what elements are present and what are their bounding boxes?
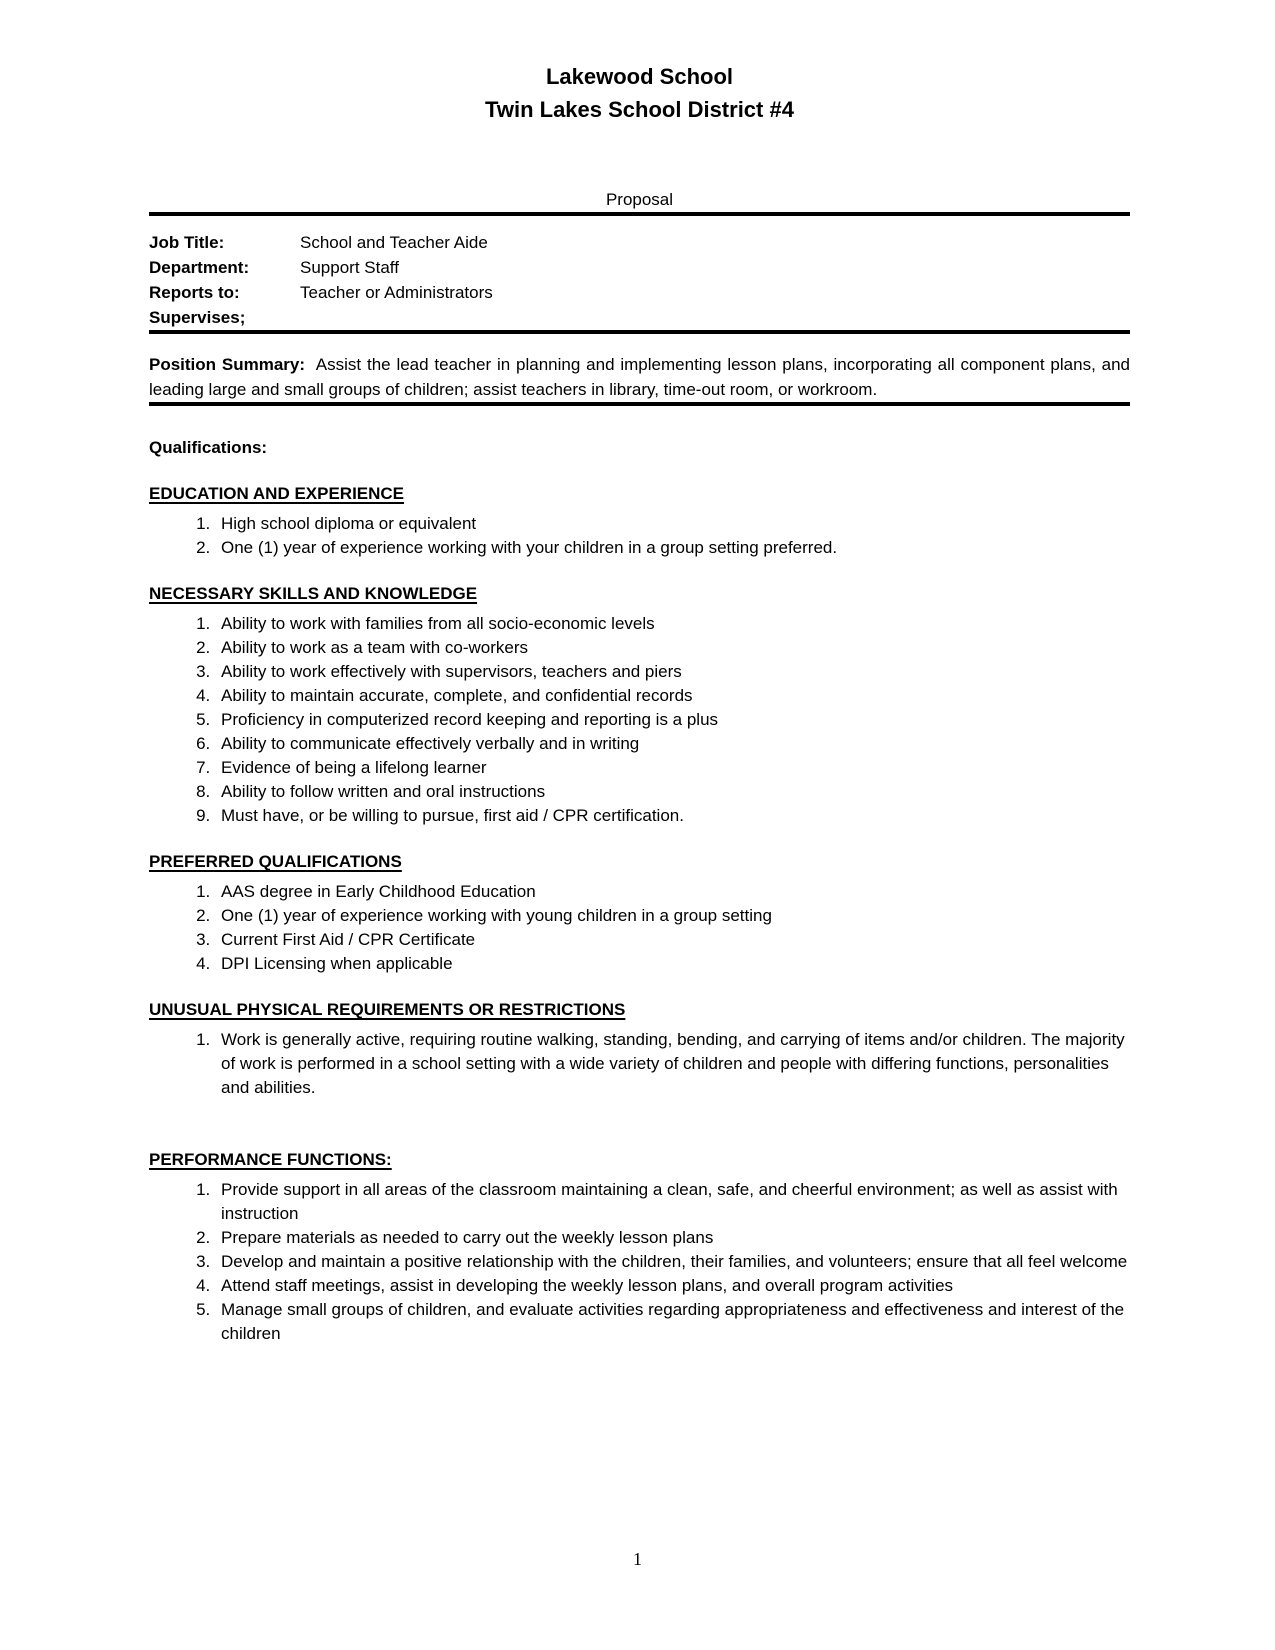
job-info-value: Teacher or Administrators xyxy=(300,283,493,302)
school-name: Lakewood School xyxy=(545,64,734,89)
horizontal-rule xyxy=(149,212,1130,216)
document-subtitle: Proposal xyxy=(605,190,674,209)
section-heading: PERFORMANCE FUNCTIONS: xyxy=(149,1150,392,1169)
qualifications-label: Qualifications: xyxy=(149,438,268,457)
qualification-section xyxy=(149,998,1130,1100)
district-name: Twin Lakes School District #4 xyxy=(485,97,794,122)
qualification-section xyxy=(149,850,1130,976)
job-info-label: Job Title: xyxy=(149,233,225,252)
job-info-row xyxy=(149,305,1130,330)
job-info-row xyxy=(149,230,1130,255)
section-list xyxy=(149,1028,1130,1100)
document-header xyxy=(149,60,1130,212)
list-item: 1. Provide support in all areas of the classroom maintaining a clean, safe, and cheerful environment; as well as assist with instruction xyxy=(215,1178,1130,1226)
list-item: 2. One (1) year of experience working with young children in a group setting xyxy=(215,904,1130,928)
list-item: 9. Must have, or be willing to pursue, first aid / CPR certification. xyxy=(215,804,1130,828)
list-item: 3. Ability to work effectively with supervisors, teachers and piers xyxy=(215,660,1130,684)
page-footer xyxy=(0,1549,1275,1570)
section-heading: NECESSARY SKILLS AND KNOWLEDGE xyxy=(149,584,478,603)
job-info-row xyxy=(149,280,1130,305)
list-item: 8. Ability to follow written and oral instructions xyxy=(215,780,1130,804)
job-info-label: Department: xyxy=(149,258,250,277)
list-item: 3. Current First Aid / CPR Certificate xyxy=(215,928,1130,952)
horizontal-rule xyxy=(149,330,1130,334)
page-number: 1 xyxy=(633,1549,642,1569)
section-list xyxy=(149,512,1130,560)
job-info-value: Support Staff xyxy=(300,258,399,277)
list-item: 2. Prepare materials as needed to carry out the weekly lesson plans xyxy=(215,1226,1130,1250)
section-list xyxy=(149,880,1130,976)
list-item: 6. Ability to communicate effectively verbally and in writing xyxy=(215,732,1130,756)
section-list xyxy=(149,612,1130,828)
list-item: 4. DPI Licensing when applicable xyxy=(215,952,1130,976)
job-info-row xyxy=(149,255,1130,280)
position-summary-text: Assist the lead teacher in planning and implementing lesson plans, incorporating all component plans, and leading large and small groups of children; assist teachers in library, time-out room, or workroom. xyxy=(149,355,1130,399)
job-info-block xyxy=(149,230,1130,330)
list-item: 1. Ability to work with families from all socio-economic levels xyxy=(215,612,1130,636)
qualification-section xyxy=(149,482,1130,560)
list-item: 1. AAS degree in Early Childhood Education xyxy=(215,880,1130,904)
section-list xyxy=(149,1178,1130,1346)
list-item: 3. Develop and maintain a positive relationship with the children, their families, and volunteers; ensure that all feel welcome xyxy=(215,1250,1130,1274)
job-info-value xyxy=(300,305,1130,330)
job-info-label: Supervises; xyxy=(149,308,246,327)
list-item: 2. Ability to work as a team with co-workers xyxy=(215,636,1130,660)
list-item: 7. Evidence of being a lifelong learner xyxy=(215,756,1130,780)
section-heading: UNUSUAL PHYSICAL REQUIREMENTS OR RESTRICTIONS xyxy=(149,1000,626,1019)
list-item: 5. Proficiency in computerized record keeping and reporting is a plus xyxy=(215,708,1130,732)
list-item: 4. Ability to maintain accurate, complete, and confidential records xyxy=(215,684,1130,708)
qualification-sections xyxy=(149,482,1130,1346)
list-item: 2. One (1) year of experience working with your children in a group setting preferred. xyxy=(215,536,1130,560)
list-item: 1. High school diploma or equivalent xyxy=(215,512,1130,536)
job-info-label: Reports to: xyxy=(149,283,240,302)
list-item: 1. Work is generally active, requiring routine walking, standing, bending, and carrying of items and/or children. The majority of work is performed in a school setting with a wide variety of children and people with differing functions, personalities and abilities. xyxy=(215,1028,1130,1100)
horizontal-rule xyxy=(149,402,1130,406)
job-info-value: School and Teacher Aide xyxy=(300,233,488,252)
section-heading: EDUCATION AND EXPERIENCE xyxy=(149,484,405,503)
position-summary-paragraph xyxy=(149,352,1130,402)
section-heading: PREFERRED QUALIFICATIONS xyxy=(149,852,402,871)
position-summary-block xyxy=(149,352,1130,402)
position-summary-label: Position Summary: xyxy=(149,355,306,374)
list-item: 5. Manage small groups of children, and evaluate activities regarding appropriateness and effectiveness and interest of the children xyxy=(215,1298,1130,1346)
qualification-section xyxy=(149,1148,1130,1346)
list-item: 4. Attend staff meetings, assist in developing the weekly lesson plans, and overall program activities xyxy=(215,1274,1130,1298)
qualification-section xyxy=(149,582,1130,828)
